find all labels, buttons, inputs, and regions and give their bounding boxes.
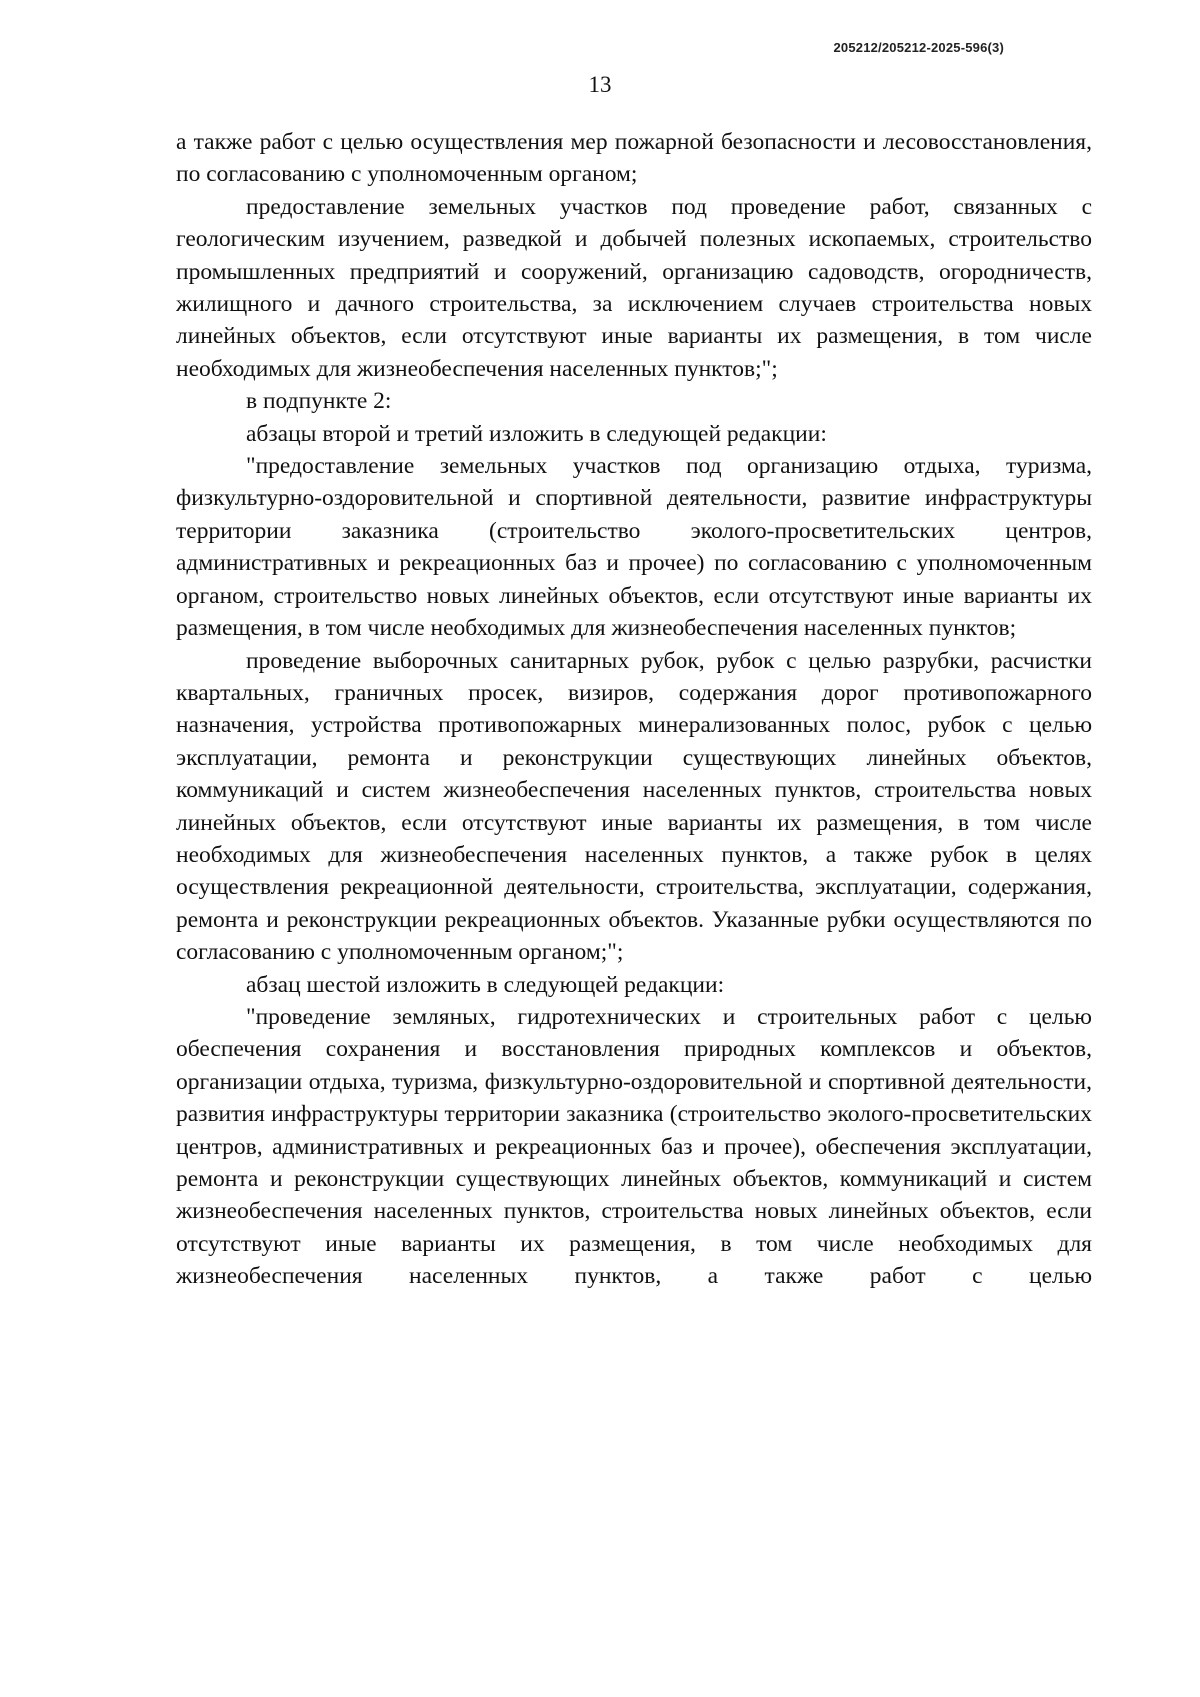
paragraph-land-provision-recreation: "предоставление земельных участков под организацию отдыха, туризма, физкультурно-оздоровительной и спортивной деятельности, развитие инфраструктуры территории заказника (строительство эколого-просветительских центров, административных и рекреационных баз и прочее) по согласованию с уполномоченным органом, строительство новых линейных объектов, если отсутствуют иные варианты их размещения, в том числе необходимых для жизнеобеспечения населенных пунктов; (176, 453, 1092, 642)
page-number: 13 (588, 72, 612, 97)
document-registration-number: 205212/205212-2025-596(3) (833, 40, 1004, 55)
paragraph-land-provision-geology: предоставление земельных участков под проведение работ, связанных с геологическим изучением, разведкой и добычей полезных ископаемых, строительство промышленных предприятий и сооружений, организацию садоводств, огородничеств, жилищного и дачного строительства, за исключением случаев строительства новых линейных объектов, если отсутствуют иные варианты их размещения, в том числе необходимых для жизнеобеспечения населенных пунктов;"; (176, 193, 1092, 382)
paragraph-continuation: а также работ с целью осуществления мер пожарной безопасности и лесовосстановления, по согласованию с уполномоченным органом; (176, 129, 1092, 188)
paragraph-subpoint-2: в подпункте 2: (246, 388, 392, 415)
document-body (176, 126, 1092, 1293)
paragraph-earthworks: "проведение земляных, гидротехнических и строительных работ с целью обеспечения сохранения и восстановления природных комплексов и объектов, организации отдыха, туризма, физкультурно-оздоровительной и спортивной деятельности, развития инфраструктуры территории заказника (строительство эколого-просветительских центров, административных и рекреационных баз и прочее), обеспечения эксплуатации, ремонта и реконструкции существующих линейных объектов, коммуникаций и систем жизнеобеспечения населенных пунктов, строительства новых линейных объектов, если отсутствуют иные варианты их размещения, в том числе необходимых для жизнеобеспечения населенных пунктов, а также работ с целью (176, 1003, 1092, 1290)
paragraph-amend-sixth: абзац шестой изложить в следующей редакции: (246, 971, 725, 998)
paragraph-amend-second-third: абзацы второй и третий изложить в следующей редакции: (246, 420, 827, 447)
paragraph-selective-cutting: проведение выборочных санитарных рубок, рубок с целью разрубки, расчистки квартальных, граничных просек, визиров, содержания дорог противопожарного назначения, устройства противопожарных минерализованных полос, рубок с целью эксплуатации, ремонта и реконструкции существующих линейных объектов, коммуникаций и систем жизнеобеспечения населенных пунктов, строительства новых линейных объектов, если отсутствуют иные варианты их размещения, в том числе необходимых для жизнеобеспечения населенных пунктов, а также рубок в целях осуществления рекреационной деятельности, строительства, эксплуатации, содержания, ремонта и реконструкции рекреационных объектов. Указанные рубки осуществляются по согласованию с уполномоченным органом;"; (176, 647, 1092, 966)
